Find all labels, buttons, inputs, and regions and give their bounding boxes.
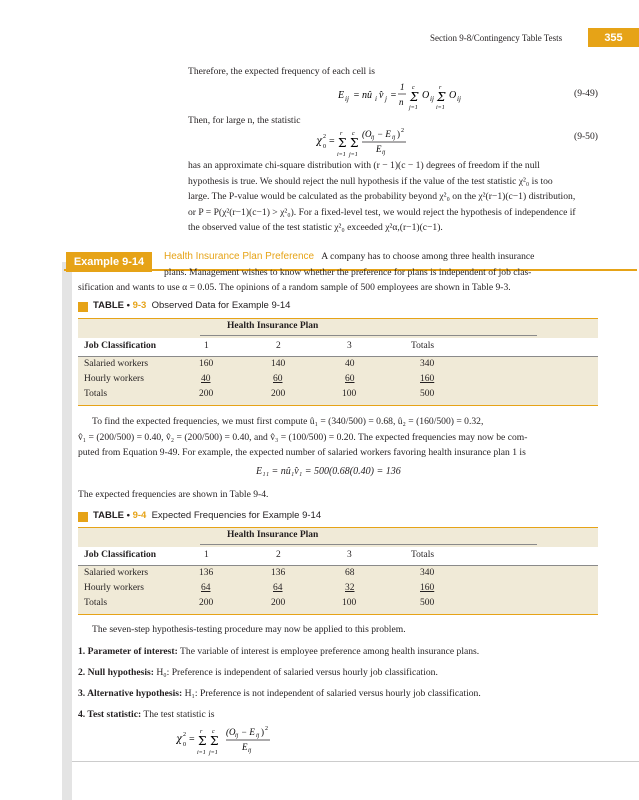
svg-text:=: =: [329, 136, 335, 147]
step-text: H₁: Preference is not independent of salaried versus hourly job classification.: [184, 688, 481, 699]
table-9-3-col-header: Job Classification: [84, 341, 157, 351]
example-side-band: [62, 262, 72, 800]
svg-text:r: r: [340, 131, 343, 137]
step-text: The test statistic is: [143, 709, 215, 720]
example-label: Example 9-14: [66, 252, 152, 272]
intro-paragraph-line: or P = P(χ²(r−1)(c−1) > χ²₀). For a fixed-level test, we would reject the hypothesis of independence if: [188, 206, 576, 218]
table-cell: 340: [420, 359, 435, 369]
svg-text:v̂: v̂: [379, 90, 384, 101]
table-cell: 340: [420, 568, 435, 578]
table-cell: 200: [271, 389, 286, 399]
step-text: H₀: Preference is independent of salaried versus hourly job classification.: [156, 667, 438, 678]
svg-text:j=1: j=1: [209, 750, 218, 756]
step-label: 2. Null hypothesis:: [78, 667, 154, 678]
step-4: [78, 707, 215, 723]
table-cell: 32: [345, 583, 355, 593]
intro-paragraph-line: has an approximate chi-square distribution with (r − 1)(c − 1) degrees of freedom if the null: [188, 160, 540, 171]
svg-text:j=1: j=1: [409, 105, 418, 111]
svg-text:j=1: j=1: [349, 152, 358, 158]
table-marker-icon: [78, 302, 88, 312]
svg-text:2: 2: [183, 732, 186, 738]
table-9-3-col-header: 1: [204, 341, 209, 351]
svg-text:0: 0: [323, 144, 326, 150]
steps-intro: The seven-step hypothesis-testing procedure may now be applied to this problem.: [92, 624, 406, 635]
table-cell: 60: [273, 374, 283, 384]
table-cell: 500: [420, 598, 435, 608]
equation-9-50-number: (9-50): [574, 131, 598, 142]
intro-line-1: Therefore, the expected frequency of each cell is: [188, 66, 375, 77]
table-9-4-group-header: Health Insurance Plan: [227, 530, 319, 540]
table-cell: 500: [420, 389, 435, 399]
example-title: Health Insurance Plan Preference: [164, 251, 315, 262]
middle-after-text: The expected frequencies are shown in Table 9-4.: [78, 489, 269, 500]
svg-text:r: r: [200, 729, 203, 735]
svg-text:c: c: [352, 131, 355, 137]
table-9-4-col-header: Totals: [411, 550, 435, 560]
step-label: 3. Alternative hypothesis:: [78, 688, 183, 699]
table-9-4-caption: TABLE • 9-4 Expected Frequencies for Example 9-14: [93, 510, 322, 521]
svg-text:0: 0: [183, 742, 186, 748]
svg-text:i: i: [375, 95, 377, 103]
svg-text:): ): [261, 727, 264, 737]
equation-9-49: [338, 80, 488, 115]
table-9-3-header-rule: [78, 356, 598, 357]
table-cell: 60: [345, 374, 355, 384]
middle-paragraph-line: To find the expected frequencies, we must first compute û₁ = (340/500) = 0.68, û₂ = (160/500) = 0.32,: [92, 416, 484, 427]
svg-text:Σ: Σ: [350, 136, 359, 150]
svg-text:j: j: [385, 95, 387, 103]
svg-text:χ: χ: [316, 136, 323, 147]
svg-text:O: O: [422, 90, 430, 101]
svg-text:i=1: i=1: [436, 105, 445, 111]
table-cell: 100: [342, 598, 357, 608]
table-9-4-col-header: 1: [204, 550, 209, 560]
svg-text:ij: ij: [457, 95, 461, 103]
svg-text:1: 1: [400, 82, 405, 92]
intro-paragraph-line: the observed value of the test statistic χ²₀ exceeded χ²α,(r−1)(c−1).: [188, 222, 443, 233]
equation-9-49-number: (9-49): [574, 88, 598, 99]
page-number: 355: [588, 28, 639, 47]
svg-text:2: 2: [401, 128, 404, 134]
table-cell: 100: [342, 389, 357, 399]
table-9-4-col-header: 3: [347, 550, 352, 560]
svg-text:2: 2: [265, 726, 268, 732]
example-line: sification and wants to use α = 0.05. The opinions of a random sample of 500 employees are shown in Table 9-3.: [78, 282, 511, 293]
middle-paragraph-line: v̂₁ = (200/500) = 0.40, v̂₂ = (200/500) = 0.40, and v̂₃ = (100/500) = 0.20. The expected frequencies may now be com-: [78, 431, 528, 443]
svg-text:− E: − E: [377, 129, 391, 139]
svg-text:ij: ij: [248, 748, 252, 754]
svg-text:ij: ij: [430, 95, 434, 103]
table-cell: 160: [420, 583, 435, 593]
svg-text:ij: ij: [371, 135, 375, 141]
test-statistic-equation: [176, 722, 286, 763]
svg-text:O: O: [449, 90, 457, 101]
table-cell: 200: [271, 598, 286, 608]
table-cell: 140: [271, 359, 286, 369]
equation-9-49-glyphs: [338, 80, 488, 112]
table-9-4: [78, 527, 598, 615]
example-line: plans. Management wishes to know whether the preference for plans is independent of job clas-: [164, 266, 532, 278]
table-row-label: Salaried workers: [84, 568, 149, 578]
table-cell: 160: [199, 359, 214, 369]
middle-paragraph: [78, 414, 618, 461]
table-9-4-group-rule: [200, 544, 537, 545]
svg-text:i=1: i=1: [197, 750, 206, 756]
svg-text:(O: (O: [362, 129, 372, 139]
svg-text:Σ: Σ: [437, 90, 446, 104]
table-cell: 160: [420, 374, 435, 384]
table-9-3-group-header: Health Insurance Plan: [227, 321, 319, 331]
svg-text:Σ: Σ: [210, 734, 219, 748]
table-9-3-caption: TABLE • 9-3 Observed Data for Example 9-14: [93, 300, 291, 311]
table-cell: 64: [273, 583, 283, 593]
table-cell: 40: [201, 374, 211, 384]
svg-text:ij: ij: [382, 150, 386, 156]
svg-text:χ: χ: [176, 734, 183, 745]
svg-text:ij: ij: [345, 95, 349, 103]
table-cell: 136: [199, 568, 214, 578]
test-statistic-glyphs: [176, 722, 286, 758]
table-row-label: Hourly workers: [84, 583, 144, 593]
table-cell: 64: [201, 583, 211, 593]
panel-bottom-rule: [72, 761, 639, 762]
svg-text:nû: nû: [362, 90, 372, 101]
table-row-label: Salaried workers: [84, 359, 149, 369]
svg-text:(O: (O: [226, 727, 236, 737]
table-row-label: Totals: [84, 598, 108, 608]
svg-text:c: c: [212, 729, 215, 735]
table-9-3: [78, 318, 598, 406]
table-9-3-col-header: Totals: [411, 341, 435, 351]
table-9-3-col-header: 3: [347, 341, 352, 351]
table-cell: 136: [271, 568, 286, 578]
svg-text:=: =: [353, 90, 360, 101]
step-2: [78, 665, 438, 681]
intro-line-2: Then, for large n, the statistic: [188, 115, 301, 126]
svg-text:Σ: Σ: [198, 734, 207, 748]
svg-text:ij: ij: [256, 733, 260, 739]
step-label: 4. Test statistic:: [78, 709, 142, 720]
expected-e11-equation: E₁₁ = nû₁v̂₁ = 500(0.68(0.40) = 136: [256, 466, 401, 477]
example-intro: [164, 249, 604, 280]
middle-paragraph-line: puted from Equation 9-49. For example, the expected number of salaried workers favoring health insurance plan 1 is: [78, 447, 526, 458]
running-header: Section 9-8/Contingency Table Tests: [430, 33, 563, 43]
step-text: The variable of interest is employee preference among health insurance plans.: [180, 646, 480, 657]
table-marker-icon: [78, 512, 88, 522]
table-9-4-col-header: 2: [276, 550, 281, 560]
intro-paragraph: [188, 158, 608, 236]
table-cell: 68: [345, 568, 355, 578]
step-1: [78, 644, 479, 660]
svg-text:E: E: [242, 742, 248, 752]
svg-text:E: E: [338, 90, 345, 101]
step-label: 1. Parameter of interest:: [78, 646, 178, 657]
table-cell: 40: [345, 359, 355, 369]
svg-text:ij: ij: [392, 135, 396, 141]
example-line: A company has to choose among three health insurance: [321, 251, 535, 262]
svg-text:=: =: [390, 90, 397, 101]
svg-text:c: c: [412, 85, 415, 91]
svg-text:r: r: [439, 85, 442, 91]
equation-9-50-glyphs: [316, 124, 416, 160]
step-3: [78, 686, 481, 702]
table-9-3-group-rule: [200, 335, 537, 336]
table-cell: 200: [199, 389, 214, 399]
table-9-4-header-rule: [78, 565, 598, 566]
svg-text:− E: − E: [241, 727, 255, 737]
svg-text:2: 2: [323, 134, 326, 140]
svg-text:ij: ij: [235, 733, 239, 739]
table-9-3-col-header: 2: [276, 341, 281, 351]
svg-text:): ): [397, 129, 400, 139]
table-9-4-col-header: Job Classification: [84, 550, 157, 560]
intro-paragraph-line: large. The P-value would be calculated as the probability beyond χ²₀ on the χ²(r−1)(c−1) distribution,: [188, 191, 576, 202]
svg-text:E: E: [376, 144, 382, 154]
svg-text:i=1: i=1: [337, 152, 346, 158]
svg-text:Σ: Σ: [410, 90, 419, 104]
table-cell: 200: [199, 598, 214, 608]
svg-text:=: =: [189, 734, 195, 745]
svg-text:n: n: [399, 97, 404, 107]
svg-text:Σ: Σ: [338, 136, 347, 150]
intro-paragraph-line: hypothesis is true. We should reject the null hypothesis if the value of the test statistic χ²₀ is too: [188, 175, 553, 187]
table-row-label: Hourly workers: [84, 374, 144, 384]
table-row-label: Totals: [84, 389, 108, 399]
